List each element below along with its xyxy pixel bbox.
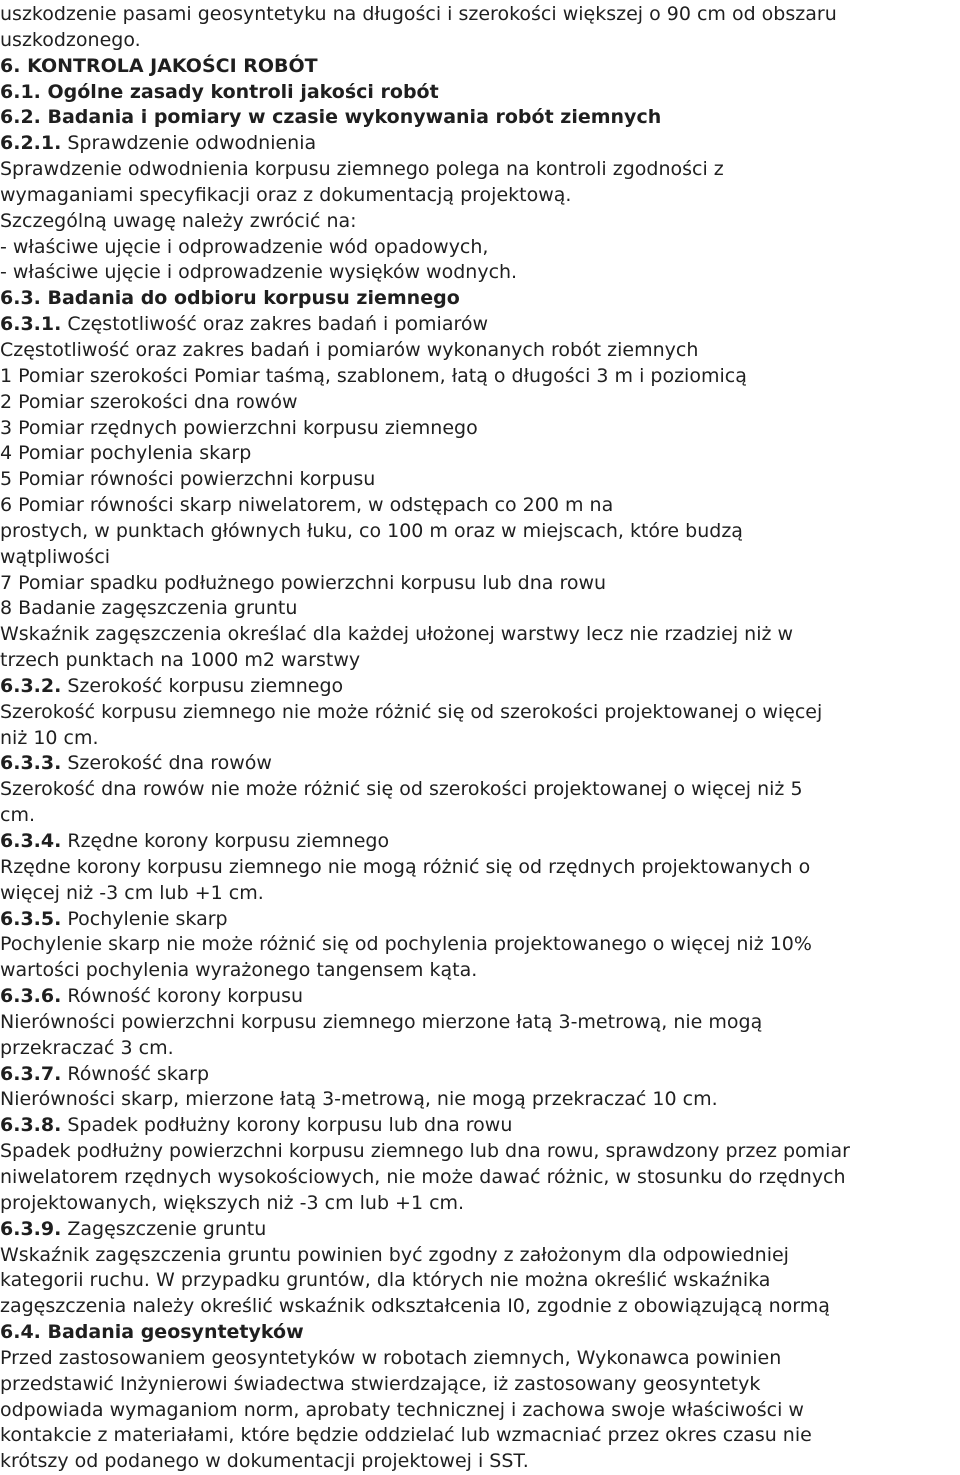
text-line [0,1062,960,1088]
text-line [0,932,960,958]
paragraph-text: Sprawdzenie odwodnienia korpusu ziemnego polega na kontroli zgodności z [0,158,724,181]
paragraph-text: wątpliwości [0,545,111,568]
text-line [0,260,960,286]
paragraph-text: zagęszczenia należy określić wskaźnik odkształcenia I0, zgodnie z obowiązującą normą [0,1295,830,1318]
paragraph-text: 5 Pomiar równości powierzchni korpusu [0,468,376,491]
text-line [0,1320,960,1346]
text-line [0,80,960,106]
section-heading-text: Rzędne korony korpusu ziemnego [61,830,390,852]
text-line [0,596,960,622]
section-number: 6.3.9. [0,1217,62,1240]
section-number: 6.3.7. [0,1062,62,1085]
paragraph-text: Spadek podłużny powierzchni korpusu ziemnego lub dna rowu, sprawdzony przez pomiar [0,1140,850,1163]
section-number: 6.4. [0,1321,41,1344]
section-number: 6.3.6. [0,985,62,1008]
section-heading-text: Częstotliwość oraz zakres badań i pomiarów [61,313,489,336]
text-line [0,105,960,131]
text-line [0,545,960,571]
text-line [0,1423,960,1449]
text-line [0,1139,960,1165]
section-heading-text: Ogólne zasady kontroli jakości robót [40,80,439,103]
text-line [0,829,960,855]
section-heading-text: Spadek podłużny korony korpusu lub dna rowu [61,1114,513,1137]
text-line [0,881,960,907]
paragraph-text: niwelatorem rzędnych wysokościowych, nie może dawać różnic, w stosunku do rzędnych [0,1165,846,1188]
paragraph-text: Przed zastosowaniem geosyntetyków w robotach ziemnych, Wykonawca powinien [0,1346,782,1369]
section-heading-text: KONTROLA JAKOŚCI ROBÓT [20,54,318,77]
text-line [0,467,960,493]
text-line [0,648,960,674]
text-line [0,751,960,777]
section-number: 6.3. [0,287,41,310]
paragraph-text: przekraczać 3 cm. [0,1036,174,1059]
section-heading-text: Równość korony korpusu [61,985,304,1008]
text-line [0,1113,960,1139]
section-number: 6.3.8. [0,1114,62,1137]
paragraph-text: Rzędne korony korpusu ziemnego nie mogą różnić się od rzędnych projektowanych o [0,855,811,878]
text-line [0,1036,960,1062]
text-line [0,1294,960,1320]
paragraph-text: 7 Pomiar spadku podłużnego powierzchni korpusu lub dna rowu [0,571,607,594]
paragraph-text: wymaganiami specyfikacji oraz z dokumentacją projektową. [0,183,572,206]
paragraph-text: 6 Pomiar równości skarp niwelatorem, w odstępach co 200 m na [0,494,614,517]
paragraph-text: Wskaźnik zagęszczenia określać dla każdej ułożonej warstwy lecz nie rzadziej niż w [0,623,794,646]
text-line [0,131,960,157]
text-line [0,183,960,209]
text-line [0,1372,960,1398]
text-line [0,2,960,28]
section-number: 6. [0,54,21,77]
text-line [0,1449,960,1475]
paragraph-text: 3 Pomiar rzędnych powierzchni korpusu ziemnego [0,416,478,439]
section-number: 6.3.1. [0,313,62,336]
text-line [0,54,960,80]
paragraph-text: projektowanych, większych niż -3 cm lub +1 cm. [0,1191,465,1214]
text-line [0,1191,960,1217]
section-heading-text: Równość skarp [61,1062,210,1085]
section-heading-text: Badania do odbioru korpusu ziemnego [40,287,460,310]
section-number: 6.3.2. [0,674,62,697]
text-line [0,312,960,338]
text-line [0,1268,960,1294]
section-number: 6.3.5. [0,907,62,930]
text-line [0,571,960,597]
section-heading-text: Badania geosyntetyków [40,1321,304,1344]
paragraph-text: przedstawić Inżynierowi świadectwa stwierdzające, iż zastosowany geosyntetyk [0,1372,761,1395]
paragraph-text: 4 Pomiar pochylenia skarp [0,442,252,465]
paragraph-text: Nierówności powierzchni korpusu ziemnego mierzone łatą 3-metrową, nie mogą [0,1010,763,1033]
text-line [0,441,960,467]
text-line [0,157,960,183]
paragraph-text: więcej niż -3 cm lub +1 cm. [0,881,264,904]
section-heading-text: Zagęszczenie gruntu [61,1217,267,1240]
section-number: 6.1. [0,80,41,103]
text-line [0,390,960,416]
text-line [0,493,960,519]
paragraph-text: - właściwe ujęcie i odprowadzenie wysięków wodnych. [0,261,518,284]
text-line [0,803,960,829]
paragraph-text: Wskaźnik zagęszczenia gruntu powinien być zgodny z założonym dla odpowiedniej [0,1243,789,1266]
paragraph-text: uszkodzenie pasami geosyntetyku na długości i szerokości większej o 90 cm od obszaru [0,3,837,25]
section-number: 6.3.4. [0,830,62,852]
paragraph-text: niż 10 cm. [0,726,99,749]
text-line [0,519,960,545]
paragraph-text: Szerokość dna rowów nie może różnić się od szerokości projektowanej o więcej niż 5 [0,778,803,801]
text-line [0,984,960,1010]
paragraph-text: 8 Badanie zagęszczenia gruntu [0,597,298,620]
text-line [0,338,960,364]
text-line [0,1165,960,1191]
section-heading-text: Szerokość korpusu ziemnego [61,674,344,697]
paragraph-text: Szczególną uwagę należy zwrócić na: [0,209,357,232]
text-line [0,286,960,312]
text-line [0,1346,960,1372]
text-line [0,1217,960,1243]
text-line [0,958,960,984]
text-line [0,1243,960,1269]
section-heading-text: Badania i pomiary w czasie wykonywania robót ziemnych [40,106,662,129]
section-heading-text: Szerokość dna rowów [61,752,272,775]
text-line [0,622,960,648]
text-line [0,364,960,390]
section-heading-text: Sprawdzenie odwodnienia [61,132,317,155]
paragraph-text: Szerokość korpusu ziemnego nie może różnić się od szerokości projektowanej o więcej [0,700,823,723]
paragraph-text: kontakcie z materiałami, które będzie oddzielać lub wzmacniać przez okres czasu nie [0,1424,812,1447]
section-heading-text: Pochylenie skarp [61,907,228,930]
text-line [0,1398,960,1424]
text-line [0,700,960,726]
section-number: 6.2.1. [0,132,62,155]
text-line [0,1087,960,1113]
section-number: 6.2. [0,106,41,129]
paragraph-text: trzech punktach na 1000 m2 warstwy [0,649,361,672]
paragraph-text: krótszy od podanego w dokumentacji projektowej i SST. [0,1450,529,1473]
text-line [0,855,960,881]
text-line [0,235,960,261]
paragraph-text: odpowiada wymaganiom norm, aprobaty technicznej i zachowa swoje właściwości w [0,1398,804,1421]
text-line [0,777,960,803]
text-line [0,674,960,700]
paragraph-text: Nierówności skarp, mierzone łatą 3-metrową, nie mogą przekraczać 10 cm. [0,1088,718,1111]
paragraph-text: kategorii ruchu. W przypadku gruntów, dla których nie można określić wskaźnika [0,1269,771,1292]
paragraph-text: 1 Pomiar szerokości Pomiar taśmą, szablonem, łatą o długości 3 m i poziomicą [0,364,747,387]
text-line [0,416,960,442]
paragraph-text: 2 Pomiar szerokości dna rowów [0,390,298,413]
paragraph-text: cm. [0,804,35,827]
text-line [0,28,960,54]
paragraph-text: Częstotliwość oraz zakres badań i pomiarów wykonanych robót ziemnych [0,338,699,361]
paragraph-text: prostych, w punktach głównych łuku, co 100 m oraz w miejscach, które budzą [0,519,743,542]
text-line [0,1010,960,1036]
text-line [0,907,960,933]
section-number: 6.3.3. [0,752,62,775]
paragraph-text: Pochylenie skarp nie może różnić się od pochylenia projektowanego o więcej niż 10% [0,933,812,956]
paragraph-text: wartości pochylenia wyrażonego tangensem kąta. [0,959,478,982]
paragraph-text: - właściwe ujęcie i odprowadzenie wód opadowych, [0,235,489,258]
paragraph-text: uszkodzonego. [0,28,141,51]
text-line [0,726,960,752]
text-line [0,209,960,235]
